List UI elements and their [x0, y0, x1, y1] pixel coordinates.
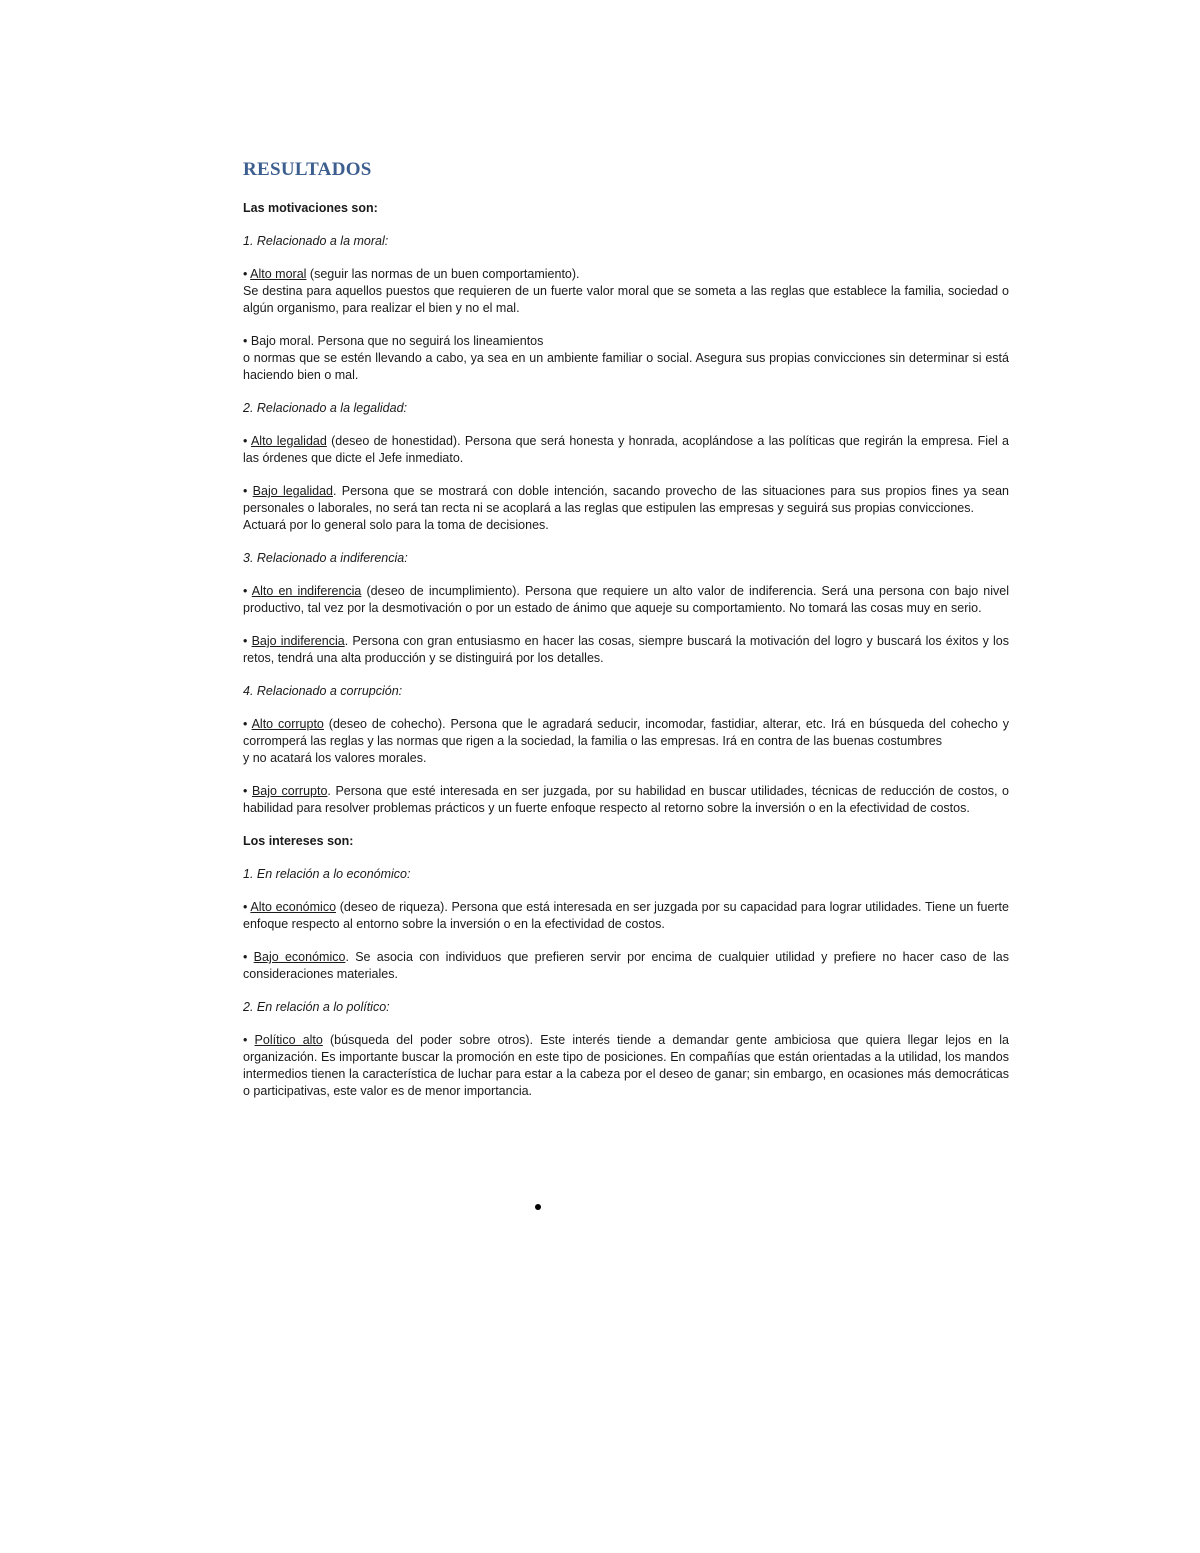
term-label: Político alto: [254, 1033, 323, 1047]
term-label: Alto económico: [250, 900, 337, 914]
paragraph-text: Bajo moral. Persona que no seguirá los lineamientos: [250, 334, 544, 348]
paragraph-text: . Se asocia con individuos que prefieren servir por encima de cualquier utilidad y prefiere no hacer caso de las consideraciones materiales.: [243, 950, 1009, 981]
paragraph-text: (búsqueda del poder sobre otros). Este interés tiende a demandar gente ambiciosa que quiera llegar lejos en la organización. Es importante buscar la promoción en este tipo de posiciones. En compañías que están orientadas a la utilidad, los mandos intermedios tienen la característica de luchar para estar a la cabeza por el deseo de ganar; sin embargo, en ocasiones más democráticas o participativas, este valor es de menor importancia.: [243, 1033, 1009, 1098]
paragraph: [243, 1032, 1009, 1100]
term-label: Alto moral: [250, 267, 307, 281]
paragraph-continuation: o normas que se estén llevando a cabo, ya sea en un ambiente familiar o social. Asegura sus propias convicciones sin determinar si está haciendo bien o mal.: [243, 351, 1009, 382]
term-label: Bajo indiferencia: [251, 634, 345, 648]
paragraph-text: (deseo de incumplimiento). Persona que requiere un alto valor de indiferencia. Será una persona con bajo nivel productivo, tal vez por la desmotivación o por un estado de ánimo que aqueje su comportamiento. No tomará las cosas muy en serio.: [243, 584, 1009, 615]
subheading: 1. En relación a lo económico:: [243, 867, 411, 881]
paragraph-text: (deseo de riqueza). Persona que está interesada en ser juzgada por su capacidad para lograr utilidades. Tiene un fuerte enfoque respecto al entorno sobre la inversión o en la efectividad de costos.: [243, 900, 1009, 931]
paragraph: [243, 333, 1009, 384]
paragraph: [243, 583, 1009, 617]
paragraph-text: . Persona que esté interesada en ser juzgada, por su habilidad en buscar utilidades, técnicas de reducción de costos, o habilidad para resolver problemas prácticos y un fuerte enfoque respecto al retorno sobre la inversión o en la efectividad de costos.: [243, 784, 1009, 815]
motivations-heading: Las motivaciones son:: [243, 201, 378, 215]
paragraph: [243, 783, 1009, 817]
paragraph-text: . Persona con gran entusiasmo en hacer las cosas, siempre buscará la motivación del logro y buscará los éxitos y los retos, tendrá una alta producción y se distinguirá por los detalles.: [243, 634, 1010, 665]
document-page: [243, 158, 1009, 1116]
bullet-dot-icon: [535, 1204, 541, 1210]
bullet-prefix: •: [243, 584, 252, 598]
motivations-section: [243, 233, 1009, 817]
paragraph-continuation: Se destina para aquellos puestos que requieren de un fuerte valor moral que se someta a las reglas que establece la familia, sociedad o algún organismo, para realizar el bien y no el mal.: [243, 284, 1009, 315]
paragraph-text: (seguir las normas de un buen comportamiento).: [306, 267, 580, 281]
term-label: Alto legalidad: [250, 434, 327, 448]
paragraph-text: . Persona que se mostrará con doble intención, sacando provecho de las situaciones para sus propios fines ya sean personales o laborales, no será tan recta ni se acoplará a las reglas que estipulen las empresas y seguirá sus propias convicciones.: [243, 484, 1009, 515]
paragraph: [243, 899, 1009, 933]
term-label: Alto en indiferencia: [251, 584, 362, 598]
bullet-prefix: •: [243, 717, 252, 731]
term-label: Bajo corrupto: [251, 784, 328, 798]
paragraph: [243, 716, 1009, 767]
subheading: 2. En relación a lo político:: [243, 1000, 390, 1014]
paragraph: [243, 483, 1009, 534]
bullet-prefix: •: [243, 267, 251, 281]
paragraph-continuation: y no acatará los valores morales.: [243, 751, 427, 765]
paragraph-text: (deseo de cohecho). Persona que le agradará seducir, incomodar, fastidiar, alterar, etc. Irá en búsqueda del cohecho y corromperá las reglas y las normas que rigen a la sociedad, la familia o las empresas. Irá en contra de las buenas costumbres: [243, 717, 1009, 748]
paragraph: [243, 266, 1009, 317]
bullet-prefix: •: [243, 900, 251, 914]
paragraph: [243, 949, 1009, 983]
bullet-prefix: •: [243, 1033, 255, 1047]
bullet-prefix: •: [243, 634, 252, 648]
interests-section: [243, 866, 1009, 1100]
term-label: Bajo legalidad: [252, 484, 333, 498]
paragraph: [243, 633, 1009, 667]
interests-heading: Los intereses son:: [243, 834, 354, 848]
bullet-prefix: •: [243, 484, 253, 498]
paragraph-continuation: Actuará por lo general solo para la toma de decisiones.: [243, 518, 549, 532]
page-title: RESULTADOS: [243, 159, 372, 180]
bullet-prefix: •: [243, 950, 254, 964]
subheading: 3. Relacionado a indiferencia:: [243, 551, 408, 565]
term-label: Alto corrupto: [251, 717, 324, 731]
bullet-prefix: •: [243, 434, 251, 448]
term-label: Bajo económico: [253, 950, 346, 964]
subheading: 4. Relacionado a corrupción:: [243, 684, 403, 698]
bullet-prefix: •: [243, 784, 252, 798]
subheading: 1. Relacionado a la moral:: [243, 234, 389, 248]
paragraph-text: (deseo de honestidad). Persona que será honesta y honrada, acoplándose a las políticas que regirán la empresa. Fiel a las órdenes que dicte el Jefe inmediato.: [243, 434, 1010, 465]
paragraph: [243, 433, 1009, 467]
bullet-prefix: •: [243, 334, 251, 348]
subheading: 2. Relacionado a la legalidad:: [243, 401, 408, 415]
